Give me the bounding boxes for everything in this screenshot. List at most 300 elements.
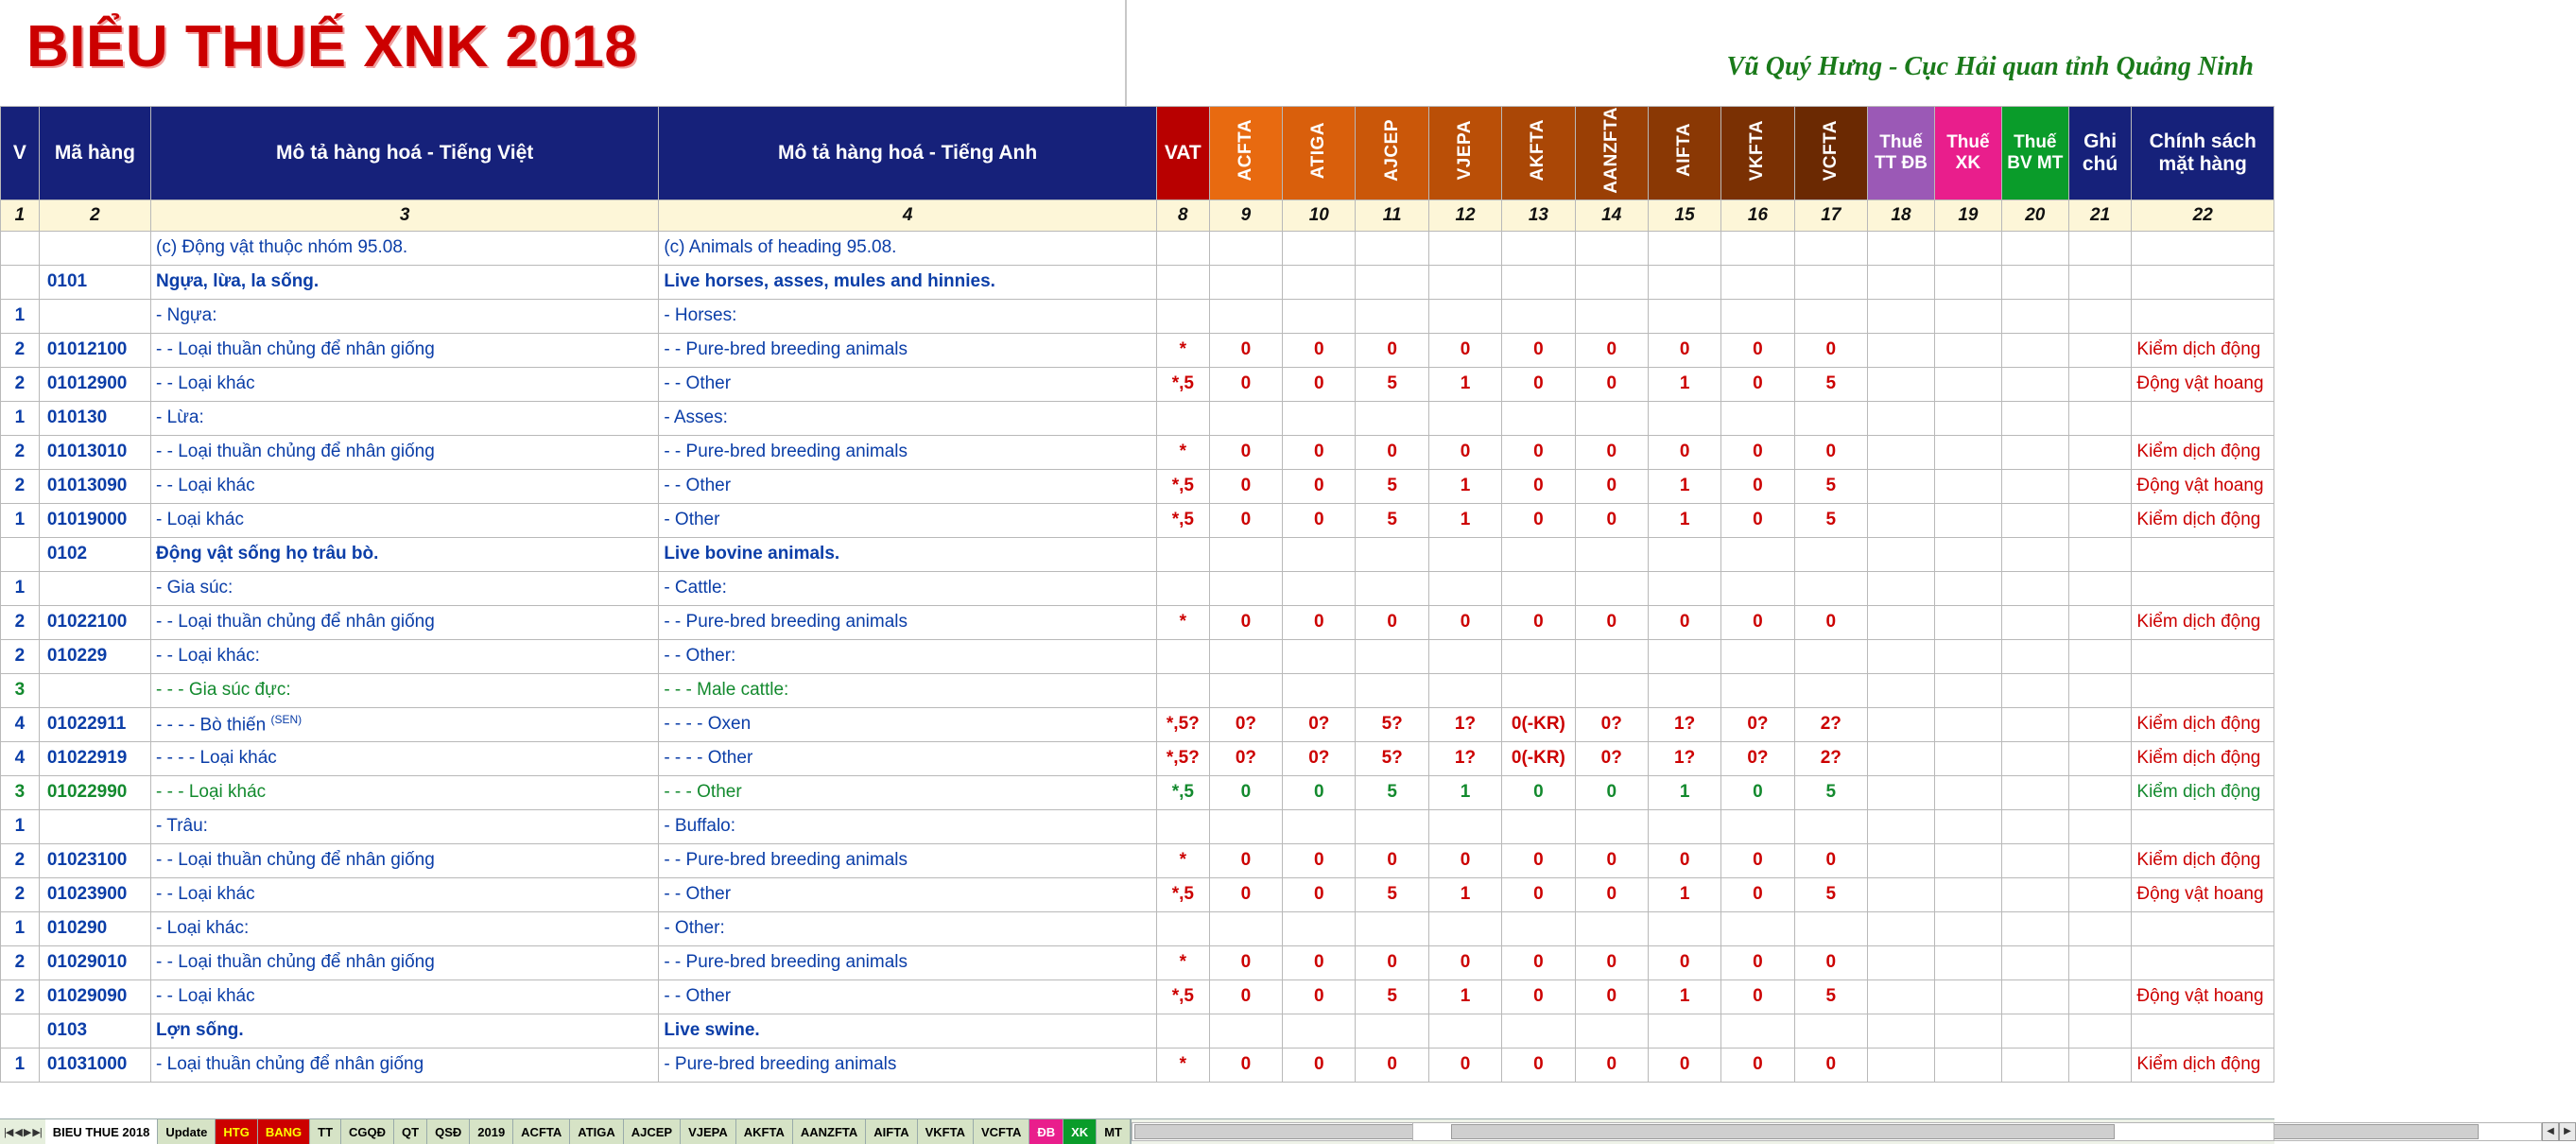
- cell-vat[interactable]: [1156, 265, 1209, 299]
- cell-akfta[interactable]: [1502, 571, 1575, 605]
- cell-policy[interactable]: Động vật hoang: [2132, 469, 2274, 503]
- cell-vjepa[interactable]: [1428, 265, 1501, 299]
- cell-acfta[interactable]: 0?: [1209, 741, 1282, 775]
- cell-ajcep[interactable]: [1356, 1014, 1428, 1048]
- cell-ttdb[interactable]: [1868, 503, 1935, 537]
- cell-aifta[interactable]: [1648, 299, 1720, 333]
- cell-level[interactable]: [1, 231, 40, 265]
- cell-bvmt[interactable]: [2001, 741, 2068, 775]
- cell-aifta[interactable]: [1648, 571, 1720, 605]
- cell-ttdb[interactable]: [1868, 537, 1935, 571]
- cell-acfta[interactable]: [1209, 571, 1282, 605]
- cell-aifta[interactable]: [1648, 265, 1720, 299]
- cell-desc-vi[interactable]: Ngựa, lừa, la sống.: [151, 265, 659, 299]
- cell-ghichu[interactable]: [2068, 911, 2132, 945]
- cell-policy[interactable]: Kiểm dịch động: [2132, 843, 2274, 877]
- cell-ghichu[interactable]: [2068, 571, 2132, 605]
- cell-vjepa[interactable]: [1428, 809, 1501, 843]
- table-row[interactable]: [1, 231, 2274, 265]
- cell-hs-code[interactable]: 010130: [39, 401, 150, 435]
- cell-desc-vi[interactable]: - - Loại khác:: [151, 639, 659, 673]
- cell-bvmt[interactable]: [2001, 707, 2068, 741]
- sheet-tab[interactable]: BIEU THUE 2018: [45, 1119, 159, 1144]
- cell-vjepa[interactable]: [1428, 911, 1501, 945]
- cell-desc-en[interactable]: - - Pure-bred breeding animals: [659, 605, 1157, 639]
- cell-ajcep[interactable]: 0: [1356, 605, 1428, 639]
- cell-vcfta[interactable]: 2?: [1794, 741, 1867, 775]
- cell-vkfta[interactable]: [1721, 571, 1794, 605]
- cell-bvmt[interactable]: [2001, 435, 2068, 469]
- cell-ttdb[interactable]: [1868, 945, 1935, 979]
- cell-vat[interactable]: *,5: [1156, 979, 1209, 1014]
- cell-ghichu[interactable]: [2068, 843, 2132, 877]
- horizontal-scrollbar-right[interactable]: [1412, 1122, 2274, 1141]
- cell-ghichu[interactable]: [2068, 503, 2132, 537]
- cell-atiga[interactable]: 0: [1283, 605, 1356, 639]
- cell-vat[interactable]: [1156, 571, 1209, 605]
- cell-level[interactable]: 1: [1, 503, 40, 537]
- cell-hs-code[interactable]: 01023900: [39, 877, 150, 911]
- cell-desc-en[interactable]: - - Pure-bred breeding animals: [659, 333, 1157, 367]
- cell-ghichu[interactable]: [2068, 333, 2132, 367]
- cell-vcfta[interactable]: 2?: [1794, 707, 1867, 741]
- cell-acfta[interactable]: 0: [1209, 1048, 1282, 1082]
- cell-vcfta[interactable]: 0: [1794, 605, 1867, 639]
- horizontal-scroll-thumb-right[interactable]: [1451, 1124, 2115, 1139]
- sheet-nav-buttons[interactable]: |◀ ◀ ▶ ▶|: [0, 1119, 45, 1144]
- cell-policy[interactable]: [2132, 537, 2274, 571]
- cell-ttdb[interactable]: [1868, 1048, 1935, 1082]
- cell-desc-en[interactable]: - - Other: [659, 469, 1157, 503]
- cell-akfta[interactable]: [1502, 1014, 1575, 1048]
- cell-ghichu[interactable]: [2068, 435, 2132, 469]
- cell-bvmt[interactable]: [2001, 571, 2068, 605]
- cell-vjepa[interactable]: 0: [1428, 435, 1501, 469]
- cell-bvmt[interactable]: [2001, 265, 2068, 299]
- cell-desc-en[interactable]: - Cattle:: [659, 571, 1157, 605]
- cell-policy[interactable]: [2132, 401, 2274, 435]
- cell-akfta[interactable]: 0: [1502, 775, 1575, 809]
- cell-atiga[interactable]: [1283, 809, 1356, 843]
- table-row[interactable]: [1, 265, 2274, 299]
- cell-vat[interactable]: [1156, 911, 1209, 945]
- cell-policy[interactable]: [2132, 1014, 2274, 1048]
- cell-vkfta[interactable]: [1721, 639, 1794, 673]
- table-row[interactable]: [1, 809, 2274, 843]
- cell-level[interactable]: 2: [1, 843, 40, 877]
- cell-acfta[interactable]: [1209, 1014, 1282, 1048]
- cell-ttdb[interactable]: [1868, 367, 1935, 401]
- cell-ajcep[interactable]: 5: [1356, 367, 1428, 401]
- cell-bvmt[interactable]: [2001, 367, 2068, 401]
- cell-vjepa[interactable]: 1?: [1428, 707, 1501, 741]
- cell-aanzfta[interactable]: 0: [1575, 1048, 1648, 1082]
- cell-aanzfta[interactable]: 0: [1575, 979, 1648, 1014]
- cell-desc-en[interactable]: - - Other: [659, 367, 1157, 401]
- cell-ttdb[interactable]: [1868, 401, 1935, 435]
- table-row[interactable]: [1, 911, 2274, 945]
- cell-desc-en[interactable]: - Horses:: [659, 299, 1157, 333]
- cell-vat[interactable]: [1156, 231, 1209, 265]
- table-row[interactable]: [1, 877, 2274, 911]
- cell-aifta[interactable]: 1: [1648, 503, 1720, 537]
- cell-policy[interactable]: [2132, 945, 2274, 979]
- cell-ghichu[interactable]: [2068, 1048, 2132, 1082]
- cell-acfta[interactable]: [1209, 911, 1282, 945]
- cell-acfta[interactable]: [1209, 673, 1282, 707]
- cell-desc-en[interactable]: - - Pure-bred breeding animals: [659, 843, 1157, 877]
- cell-level[interactable]: [1, 1014, 40, 1048]
- cell-hs-code[interactable]: [39, 809, 150, 843]
- cell-policy[interactable]: Động vật hoang: [2132, 877, 2274, 911]
- cell-ghichu[interactable]: [2068, 775, 2132, 809]
- cell-xk[interactable]: [1934, 843, 2001, 877]
- col-header-aanzfta[interactable]: [1575, 107, 1648, 200]
- cell-atiga[interactable]: 0: [1283, 979, 1356, 1014]
- cell-vcfta[interactable]: 5: [1794, 367, 1867, 401]
- cell-desc-en[interactable]: - - Other: [659, 877, 1157, 911]
- cell-vcfta[interactable]: 0: [1794, 1048, 1867, 1082]
- cell-vcfta[interactable]: [1794, 571, 1867, 605]
- cell-xk[interactable]: [1934, 605, 2001, 639]
- cell-aanzfta[interactable]: 0: [1575, 945, 1648, 979]
- table-row[interactable]: [1, 979, 2274, 1014]
- cell-vkfta[interactable]: [1721, 1014, 1794, 1048]
- cell-vkfta[interactable]: 0: [1721, 367, 1794, 401]
- cell-xk[interactable]: [1934, 299, 2001, 333]
- cell-aifta[interactable]: 0: [1648, 843, 1720, 877]
- cell-xk[interactable]: [1934, 231, 2001, 265]
- cell-desc-vi[interactable]: - - - Loại khác: [151, 775, 659, 809]
- cell-aanzfta[interactable]: [1575, 265, 1648, 299]
- cell-acfta[interactable]: 0: [1209, 843, 1282, 877]
- cell-hs-code[interactable]: 01022911: [39, 707, 150, 741]
- table-row[interactable]: [1, 571, 2274, 605]
- cell-vcfta[interactable]: [1794, 231, 1867, 265]
- cell-xk[interactable]: [1934, 877, 2001, 911]
- table-row[interactable]: [1, 299, 2274, 333]
- cell-aifta[interactable]: [1648, 809, 1720, 843]
- cell-vcfta[interactable]: 5: [1794, 775, 1867, 809]
- cell-akfta[interactable]: 0: [1502, 469, 1575, 503]
- cell-aanzfta[interactable]: [1575, 231, 1648, 265]
- cell-atiga[interactable]: 0: [1283, 333, 1356, 367]
- sheet-tab[interactable]: XK: [1063, 1119, 1097, 1144]
- cell-vjepa[interactable]: [1428, 537, 1501, 571]
- table-row[interactable]: [1, 333, 2274, 367]
- cell-desc-en[interactable]: - Buffalo:: [659, 809, 1157, 843]
- col-header-code[interactable]: Mã hàng: [39, 107, 150, 200]
- cell-aifta[interactable]: [1648, 911, 1720, 945]
- cell-level[interactable]: 3: [1, 775, 40, 809]
- cell-vkfta[interactable]: 0: [1721, 435, 1794, 469]
- cell-vcfta[interactable]: 5: [1794, 503, 1867, 537]
- cell-desc-vi[interactable]: - - - Gia súc đực:: [151, 673, 659, 707]
- cell-ghichu[interactable]: [2068, 299, 2132, 333]
- cell-hs-code[interactable]: 01029090: [39, 979, 150, 1014]
- cell-aifta[interactable]: 0: [1648, 333, 1720, 367]
- cell-vjepa[interactable]: 1: [1428, 367, 1501, 401]
- cell-bvmt[interactable]: [2001, 401, 2068, 435]
- cell-ghichu[interactable]: [2068, 1014, 2132, 1048]
- cell-xk[interactable]: [1934, 435, 2001, 469]
- cell-vcfta[interactable]: 5: [1794, 469, 1867, 503]
- cell-akfta[interactable]: [1502, 265, 1575, 299]
- sheet-tab[interactable]: AANZFTA: [793, 1119, 866, 1144]
- cell-vkfta[interactable]: 0: [1721, 503, 1794, 537]
- cell-bvmt[interactable]: [2001, 673, 2068, 707]
- cell-desc-vi[interactable]: Động vật sống họ trâu bò.: [151, 537, 659, 571]
- col-header-bvmt[interactable]: Thuế BV MT: [2001, 107, 2068, 200]
- cell-vkfta[interactable]: [1721, 401, 1794, 435]
- table-row[interactable]: [1, 367, 2274, 401]
- cell-hs-code[interactable]: 01031000: [39, 1048, 150, 1082]
- cell-akfta[interactable]: 0: [1502, 503, 1575, 537]
- cell-level[interactable]: 2: [1, 333, 40, 367]
- cell-ajcep[interactable]: 0: [1356, 945, 1428, 979]
- cell-ttdb[interactable]: [1868, 469, 1935, 503]
- cell-hs-code[interactable]: [39, 571, 150, 605]
- cell-aanzfta[interactable]: 0: [1575, 503, 1648, 537]
- cell-ghichu[interactable]: [2068, 809, 2132, 843]
- cell-vkfta[interactable]: 0: [1721, 1048, 1794, 1082]
- cell-hs-code[interactable]: 0101: [39, 265, 150, 299]
- cell-akfta[interactable]: [1502, 537, 1575, 571]
- cell-vkfta[interactable]: [1721, 231, 1794, 265]
- cell-hs-code[interactable]: [39, 231, 150, 265]
- cell-ttdb[interactable]: [1868, 231, 1935, 265]
- col-header-ttdb[interactable]: Thuế TT ĐB: [1868, 107, 1935, 200]
- cell-ttdb[interactable]: [1868, 843, 1935, 877]
- cell-acfta[interactable]: 0: [1209, 605, 1282, 639]
- cell-desc-vi[interactable]: - Trâu:: [151, 809, 659, 843]
- cell-vat[interactable]: *: [1156, 1048, 1209, 1082]
- cell-vjepa[interactable]: 0: [1428, 945, 1501, 979]
- cell-aifta[interactable]: 0: [1648, 945, 1720, 979]
- cell-policy[interactable]: [2132, 911, 2274, 945]
- cell-level[interactable]: 2: [1, 367, 40, 401]
- cell-aanzfta[interactable]: [1575, 673, 1648, 707]
- cell-akfta[interactable]: 0(-KR): [1502, 707, 1575, 741]
- sheet-tab[interactable]: AJCEP: [624, 1119, 681, 1144]
- cell-atiga[interactable]: [1283, 911, 1356, 945]
- cell-atiga[interactable]: [1283, 673, 1356, 707]
- cell-vkfta[interactable]: 0: [1721, 775, 1794, 809]
- cell-hs-code[interactable]: 0102: [39, 537, 150, 571]
- col-header-acfta[interactable]: [1209, 107, 1282, 200]
- cell-bvmt[interactable]: [2001, 639, 2068, 673]
- cell-desc-vi[interactable]: - - Loại khác: [151, 367, 659, 401]
- cell-vjepa[interactable]: 1: [1428, 979, 1501, 1014]
- cell-acfta[interactable]: [1209, 299, 1282, 333]
- cell-akfta[interactable]: 0: [1502, 979, 1575, 1014]
- cell-aifta[interactable]: [1648, 231, 1720, 265]
- cell-aanzfta[interactable]: 0: [1575, 605, 1648, 639]
- cell-aanzfta[interactable]: [1575, 911, 1648, 945]
- cell-policy[interactable]: [2132, 809, 2274, 843]
- cell-desc-en[interactable]: - - Other: [659, 979, 1157, 1014]
- cell-desc-vi[interactable]: - - Loại thuần chủng để nhân giống: [151, 435, 659, 469]
- cell-aifta[interactable]: [1648, 401, 1720, 435]
- cell-acfta[interactable]: 0: [1209, 503, 1282, 537]
- cell-akfta[interactable]: 0(-KR): [1502, 741, 1575, 775]
- cell-ttdb[interactable]: [1868, 1014, 1935, 1048]
- cell-policy[interactable]: [2132, 299, 2274, 333]
- cell-xk[interactable]: [1934, 741, 2001, 775]
- cell-vat[interactable]: *,5?: [1156, 707, 1209, 741]
- cell-desc-vi[interactable]: - Loại thuần chủng để nhân giống: [151, 1048, 659, 1082]
- cell-ghichu[interactable]: [2068, 469, 2132, 503]
- cell-vjepa[interactable]: 0: [1428, 333, 1501, 367]
- cell-xk[interactable]: [1934, 707, 2001, 741]
- cell-vjepa[interactable]: 1: [1428, 877, 1501, 911]
- cell-ghichu[interactable]: [2068, 979, 2132, 1014]
- sheet-tab[interactable]: ACFTA: [513, 1119, 570, 1144]
- cell-vjepa[interactable]: [1428, 231, 1501, 265]
- cell-vcfta[interactable]: 5: [1794, 979, 1867, 1014]
- cell-atiga[interactable]: [1283, 299, 1356, 333]
- cell-policy[interactable]: Kiểm dịch động: [2132, 707, 2274, 741]
- cell-ajcep[interactable]: 5: [1356, 503, 1428, 537]
- cell-aanzfta[interactable]: [1575, 639, 1648, 673]
- table-row[interactable]: [1, 469, 2274, 503]
- cell-xk[interactable]: [1934, 503, 2001, 537]
- cell-vjepa[interactable]: 0: [1428, 843, 1501, 877]
- cell-ttdb[interactable]: [1868, 605, 1935, 639]
- cell-akfta[interactable]: [1502, 673, 1575, 707]
- cell-akfta[interactable]: 0: [1502, 877, 1575, 911]
- cell-ttdb[interactable]: [1868, 299, 1935, 333]
- col-header-policy[interactable]: Chính sách mặt hàng: [2132, 107, 2274, 200]
- cell-ttdb[interactable]: [1868, 809, 1935, 843]
- cell-desc-en[interactable]: - - - Other: [659, 775, 1157, 809]
- cell-bvmt[interactable]: [2001, 1014, 2068, 1048]
- table-row[interactable]: [1, 1048, 2274, 1082]
- cell-vkfta[interactable]: 0: [1721, 945, 1794, 979]
- cell-ttdb[interactable]: [1868, 639, 1935, 673]
- cell-desc-vi[interactable]: - Lừa:: [151, 401, 659, 435]
- cell-ttdb[interactable]: [1868, 707, 1935, 741]
- cell-akfta[interactable]: 0: [1502, 605, 1575, 639]
- cell-vjepa[interactable]: [1428, 673, 1501, 707]
- cell-level[interactable]: [1, 265, 40, 299]
- cell-aanzfta[interactable]: 0?: [1575, 741, 1648, 775]
- cell-xk[interactable]: [1934, 1048, 2001, 1082]
- cell-acfta[interactable]: [1209, 231, 1282, 265]
- sheet-tab[interactable]: HTG: [216, 1119, 257, 1144]
- cell-vkfta[interactable]: 0: [1721, 843, 1794, 877]
- table-row[interactable]: [1, 707, 2274, 741]
- cell-ghichu[interactable]: [2068, 605, 2132, 639]
- cell-aanzfta[interactable]: 0: [1575, 435, 1648, 469]
- cell-xk[interactable]: [1934, 945, 2001, 979]
- cell-ajcep[interactable]: [1356, 299, 1428, 333]
- cell-desc-en[interactable]: - Asses:: [659, 401, 1157, 435]
- sheet-tab[interactable]: VKFTA: [918, 1119, 974, 1144]
- cell-ttdb[interactable]: [1868, 911, 1935, 945]
- cell-vat[interactable]: [1156, 639, 1209, 673]
- cell-akfta[interactable]: [1502, 231, 1575, 265]
- cell-ghichu[interactable]: [2068, 945, 2132, 979]
- cell-level[interactable]: 3: [1, 673, 40, 707]
- cell-vat[interactable]: [1156, 299, 1209, 333]
- cell-aanzfta[interactable]: 0: [1575, 469, 1648, 503]
- cell-desc-en[interactable]: - - - Male cattle:: [659, 673, 1157, 707]
- cell-desc-en[interactable]: - - - - Oxen: [659, 707, 1157, 741]
- cell-hs-code[interactable]: 01012900: [39, 367, 150, 401]
- cell-xk[interactable]: [1934, 537, 2001, 571]
- cell-ghichu[interactable]: [2068, 537, 2132, 571]
- cell-bvmt[interactable]: [2001, 877, 2068, 911]
- cell-ajcep[interactable]: 5: [1356, 877, 1428, 911]
- cell-hs-code[interactable]: 01022990: [39, 775, 150, 809]
- cell-policy[interactable]: [2132, 265, 2274, 299]
- cell-atiga[interactable]: 0: [1283, 1048, 1356, 1082]
- cell-desc-vi[interactable]: - - Loại khác: [151, 469, 659, 503]
- cell-vcfta[interactable]: 0: [1794, 843, 1867, 877]
- cell-hs-code[interactable]: 0103: [39, 1014, 150, 1048]
- cell-vat[interactable]: *,5: [1156, 503, 1209, 537]
- cell-desc-vi[interactable]: - - Loại thuần chủng để nhân giống: [151, 945, 659, 979]
- cell-atiga[interactable]: 0: [1283, 367, 1356, 401]
- cell-bvmt[interactable]: [2001, 605, 2068, 639]
- col-header-atiga[interactable]: [1283, 107, 1356, 200]
- cell-xk[interactable]: [1934, 775, 2001, 809]
- cell-bvmt[interactable]: [2001, 469, 2068, 503]
- cell-bvmt[interactable]: [2001, 979, 2068, 1014]
- cell-level[interactable]: 1: [1, 1048, 40, 1082]
- cell-desc-vi[interactable]: - Gia súc:: [151, 571, 659, 605]
- cell-aanzfta[interactable]: 0: [1575, 877, 1648, 911]
- col-header-vat[interactable]: VAT: [1156, 107, 1209, 200]
- col-header-xk[interactable]: Thuế XK: [1934, 107, 2001, 200]
- col-header-desc-vi[interactable]: Mô tả hàng hoá - Tiếng Việt: [151, 107, 659, 200]
- cell-ajcep[interactable]: 0: [1356, 843, 1428, 877]
- cell-aifta[interactable]: 1: [1648, 877, 1720, 911]
- cell-acfta[interactable]: [1209, 401, 1282, 435]
- cell-vkfta[interactable]: 0?: [1721, 707, 1794, 741]
- cell-hs-code[interactable]: 01022919: [39, 741, 150, 775]
- cell-vcfta[interactable]: 0: [1794, 945, 1867, 979]
- cell-policy[interactable]: Động vật hoang: [2132, 979, 2274, 1014]
- table-row[interactable]: [1, 775, 2274, 809]
- sheet-tab[interactable]: TT: [310, 1119, 341, 1144]
- sheet-tab[interactable]: AIFTA: [866, 1119, 917, 1144]
- cell-bvmt[interactable]: [2001, 911, 2068, 945]
- cell-policy[interactable]: Kiểm dịch động: [2132, 435, 2274, 469]
- cell-vkfta[interactable]: [1721, 809, 1794, 843]
- cell-vcfta[interactable]: [1794, 911, 1867, 945]
- cell-ajcep[interactable]: 0: [1356, 1048, 1428, 1082]
- cell-hs-code[interactable]: 01012100: [39, 333, 150, 367]
- cell-aanzfta[interactable]: [1575, 299, 1648, 333]
- cell-xk[interactable]: [1934, 265, 2001, 299]
- cell-vkfta[interactable]: [1721, 265, 1794, 299]
- cell-aifta[interactable]: 0: [1648, 1048, 1720, 1082]
- sheet-tab[interactable]: 2019: [470, 1119, 513, 1144]
- sheet-tab[interactable]: BANG: [258, 1119, 310, 1144]
- sheet-tab[interactable]: QT: [394, 1119, 427, 1144]
- cell-vkfta[interactable]: [1721, 299, 1794, 333]
- cell-vjepa[interactable]: [1428, 639, 1501, 673]
- cell-vkfta[interactable]: 0?: [1721, 741, 1794, 775]
- cell-policy[interactable]: Kiểm dịch động: [2132, 503, 2274, 537]
- cell-vat[interactable]: *: [1156, 945, 1209, 979]
- cell-acfta[interactable]: 0: [1209, 775, 1282, 809]
- cell-akfta[interactable]: 0: [1502, 1048, 1575, 1082]
- sheet-tab[interactable]: CGQĐ: [341, 1119, 394, 1144]
- sheet-tab[interactable]: ĐB: [1029, 1119, 1063, 1144]
